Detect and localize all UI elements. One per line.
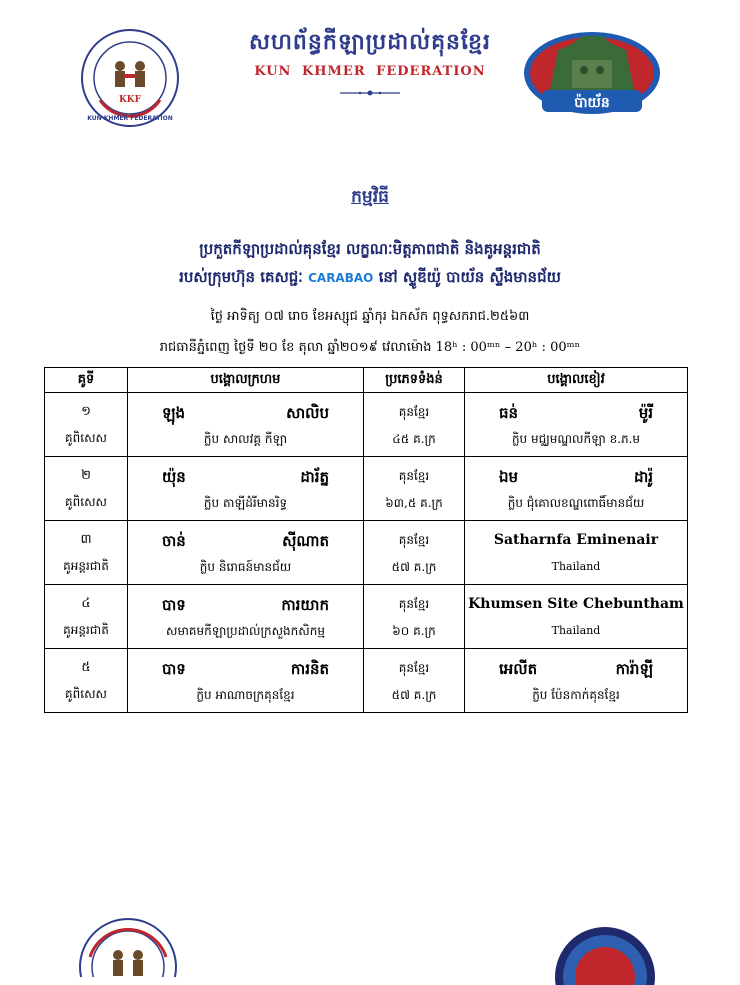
blue-fighter-country: Thailand <box>551 559 601 573</box>
bout-cell <box>45 393 128 457</box>
blue-fighter-club: ក្លិប ប៉ែនកាក់គុនខ្មែរ <box>532 687 620 702</box>
fight-card-table <box>44 367 688 713</box>
bout-number: ១ <box>81 403 91 419</box>
sponsor-prefix: របស់ក្រុមហ៊ុន គេសជ្ជៈ <box>179 268 303 286</box>
red-fighter-name <box>128 527 363 555</box>
red-corner-cell <box>128 457 364 521</box>
blue-corner-cell <box>465 585 688 649</box>
red-fighter-last-name: ស៊ីណាត <box>282 531 329 550</box>
red-fighter-last-name: ការយាក <box>281 595 329 614</box>
red-corner-cell <box>128 585 364 649</box>
blue-fighter-name <box>465 655 687 683</box>
red-fighter-name <box>128 399 363 427</box>
red-fighter-club: ក្លិប តាឡីដំរីមានរិទ្ធ <box>203 495 288 510</box>
weight-value: ៥៧ គ.ក្រ <box>391 559 437 574</box>
bout-category: គូពិសេស <box>65 686 107 701</box>
table-row <box>45 521 688 585</box>
table-row <box>45 457 688 521</box>
bout-cell <box>45 521 128 585</box>
program-title: កម្មវិធី <box>351 187 389 207</box>
weight-cell <box>364 393 465 457</box>
bout-number: ៤ <box>81 595 91 611</box>
bout-category: គូពិសេស <box>65 430 107 445</box>
blue-fighter-country: Thailand <box>551 623 601 637</box>
weight-type: គុនខ្មែរ <box>398 532 430 547</box>
weight-value: ៤៥ គ.ក្រ <box>392 431 436 446</box>
red-fighter-name <box>128 655 363 683</box>
federation-name-khmer: សហព័ន្ធកីឡាប្រដាល់គុនខ្មែរ <box>249 29 491 55</box>
blue-fighter-club: ក្លិប ជុំគោលខណ្ឌពោធិ៍មានជ័យ <box>507 495 645 510</box>
venue: នៅ ស្ទូឌីយ៉ូ បាយ័ន ស្ទឹងមានជ័យ <box>378 268 561 286</box>
weight-type: គុនខ្មែរ <box>398 404 430 419</box>
red-fighter-club: ក្លិប អាណាចក្រគុនខ្មែរ <box>196 687 295 702</box>
table-row <box>45 585 688 649</box>
red-fighter-first-name: ចាន់ <box>162 531 186 550</box>
bout-category: គូអន្តរជាតិ <box>63 558 109 573</box>
blue-fighter-name <box>465 399 687 427</box>
weight-cell <box>364 585 465 649</box>
blue-corner-cell <box>465 649 688 713</box>
red-fighter-first-name: ឡុង <box>162 403 186 422</box>
red-fighter-first-name: បាទ <box>162 659 186 678</box>
ornament-divider <box>340 89 400 97</box>
bout-number: ២ <box>81 467 91 483</box>
blue-fighter-club: ក្លិប មជ្ឈមណ្ឌលកីឡា ខ.ភ.ម <box>511 431 641 446</box>
sponsor-line <box>0 268 740 290</box>
broadcaster-logo-footer <box>553 925 657 985</box>
federation-logo <box>80 28 180 128</box>
weight-cell <box>364 649 465 713</box>
blue-fighter-first-name: ធន់ <box>499 403 519 422</box>
header-bout-number: គូទី <box>45 368 128 393</box>
blue-fighter-last-name: ម៉ូរី <box>638 403 653 422</box>
header-weight-class: ប្រភេទទំងន់ <box>364 368 465 393</box>
red-fighter-last-name: ដារ័ត្ន <box>300 467 329 486</box>
weight-value: ៦០ គ.ក្រ <box>392 623 436 638</box>
bout-number: ៥ <box>81 659 91 675</box>
bayon-logo <box>522 30 662 116</box>
bout-cell <box>45 457 128 521</box>
weight-cell <box>364 457 465 521</box>
bout-category: គូអន្តរជាតិ <box>63 622 109 637</box>
red-corner-cell <box>128 393 364 457</box>
blue-fighter-first-name: ឯម <box>499 467 519 486</box>
blue-corner-cell <box>465 393 688 457</box>
blue-corner-cell <box>465 457 688 521</box>
header-red-corner: បង្គោលក្រហម <box>128 368 364 393</box>
red-fighter-club: ក្លិប សាលវគ្គ កីឡា <box>203 431 288 446</box>
weight-type: គុនខ្មែរ <box>398 596 430 611</box>
weight-cell <box>364 521 465 585</box>
weight-value: ៦៣,៥ គ.ក្រ <box>385 495 443 510</box>
federation-logo-footer <box>78 917 178 977</box>
red-fighter-last-name: ការនិត <box>290 659 329 678</box>
red-fighter-club: ក្លិប និរោធន៍មានជ័យ <box>199 559 292 574</box>
table-row <box>45 393 688 457</box>
bout-cell <box>45 585 128 649</box>
federation-logo-initials: KKF <box>118 95 142 105</box>
red-fighter-name <box>128 591 363 619</box>
weight-type: គុនខ្មែរ <box>398 660 430 675</box>
red-fighter-first-name: យ៉ុន <box>162 467 186 486</box>
federation-name-english: KUN KHMER FEDERATION <box>254 64 486 79</box>
event-subtitle: ប្រកួតកីឡាប្រដាល់គុនខ្មែរ លក្ខណៈមិត្តភាពជាតិ និងគូអន្តរជាតិ <box>199 240 541 258</box>
blue-fighter-name <box>465 463 687 491</box>
header-blue-corner: បង្គោលខៀវ <box>465 368 688 393</box>
sponsor-name: CARABAO <box>308 271 374 285</box>
blue-corner-cell <box>465 521 688 585</box>
blue-fighter-last-name: ការ៉ាឡី <box>615 659 653 678</box>
bout-number: ៣ <box>80 531 92 547</box>
weight-type: គុនខ្មែរ <box>398 468 430 483</box>
bout-cell <box>45 649 128 713</box>
red-fighter-first-name: បាទ <box>162 595 186 614</box>
blue-fighter-name: Satharnfa Eminenair <box>493 531 659 548</box>
bout-category: គូពិសេស <box>65 494 107 509</box>
red-corner-cell <box>128 521 364 585</box>
table-row <box>45 649 688 713</box>
date-time: រាជធានីភ្នំពេញ ថ្ងៃទី ២០ ខែ តុលា ឆ្នាំ២០១៩ វេលាម៉ោង 18ʰ : 00ᵐⁿ – 20ʰ : 00ᵐⁿ <box>159 340 581 355</box>
weight-value: ៥៧ គ.ក្រ <box>391 687 437 702</box>
bayon-logo-text: ប៉ាយ័ន <box>574 95 610 111</box>
blue-fighter-first-name: អេលីត <box>499 659 538 678</box>
federation-logo-ring-text: KUN KHMER FEDERATION <box>87 115 173 122</box>
red-fighter-name <box>128 463 363 491</box>
lunar-date: ថ្ងៃ អាទិត្យ ០៧ រោច ខែអស្សុជ ឆ្នាំកុរ ឯកស័ក ពុទ្ធសករាជ.២៥៦៣ <box>210 309 530 324</box>
red-corner-cell <box>128 649 364 713</box>
blue-fighter-name: Khumsen Site Chebuntham <box>468 595 684 612</box>
blue-fighter-last-name: ដារ៉ូ <box>633 467 653 486</box>
table-header-row <box>45 368 688 393</box>
red-fighter-club: សមាគមកីឡាប្រដាល់ក្រសួងកសិកម្ម <box>166 623 325 638</box>
red-fighter-last-name: សាលិប <box>286 403 329 422</box>
